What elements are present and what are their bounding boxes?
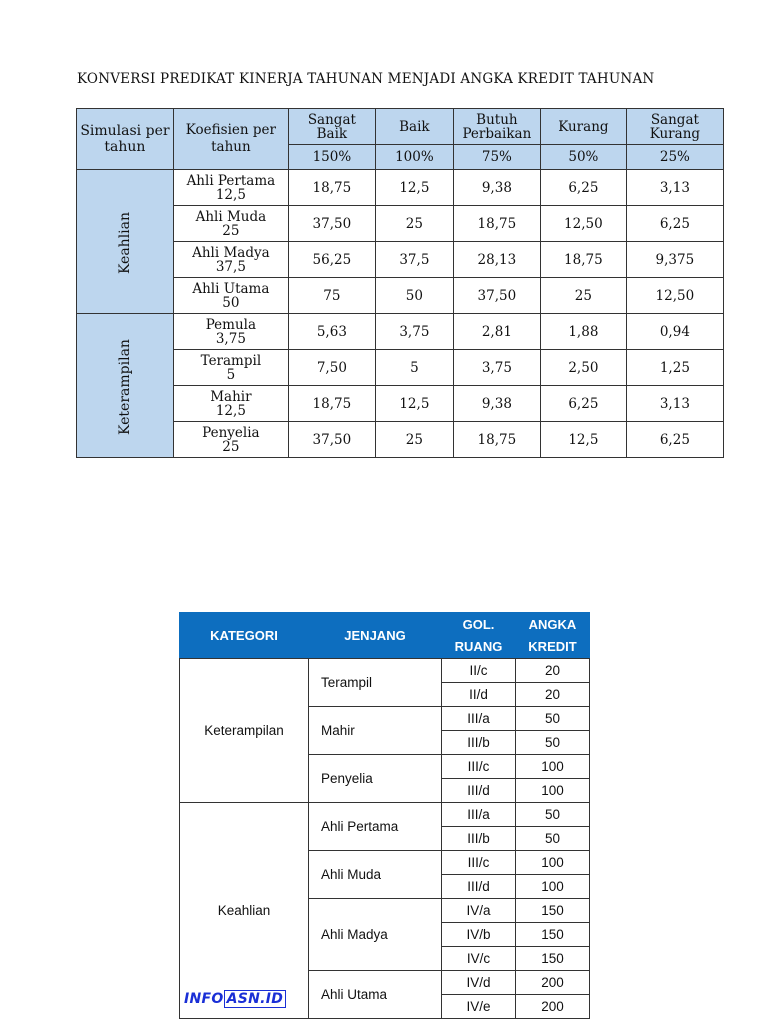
koefisien-cell <box>173 170 288 206</box>
ak-cell: 50 <box>516 731 590 755</box>
value-cell: 18,75 <box>540 242 626 278</box>
gol-cell: III/d <box>442 875 516 899</box>
value-cell: 25 <box>540 278 626 314</box>
ak-cell: 150 <box>516 899 590 923</box>
header-angka-kredit <box>516 613 590 659</box>
koefisien-value: 25 <box>222 438 240 455</box>
header-percent: 50% <box>540 145 626 170</box>
ak-cell: 50 <box>516 707 590 731</box>
header-gol-line1: GOL. <box>462 616 495 632</box>
value-cell: 18,75 <box>453 422 540 458</box>
jenjang-name: Mahir <box>210 388 252 405</box>
jenjang-name: Penyelia <box>202 424 260 441</box>
header-predikat: Kurang <box>540 109 626 145</box>
header-percent: 150% <box>288 145 375 170</box>
value-cell: 37,5 <box>375 242 453 278</box>
value-cell: 3,13 <box>626 170 723 206</box>
koefisien-value: 12,5 <box>215 402 246 419</box>
kategori-keterampilan: Keterampilan <box>180 659 309 803</box>
value-cell: 2,81 <box>453 314 540 350</box>
value-cell: 18,75 <box>453 206 540 242</box>
koefisien-value: 12,5 <box>215 186 246 203</box>
ak-cell: 200 <box>516 995 590 1019</box>
koefisien-cell <box>173 350 288 386</box>
ak-cell: 50 <box>516 827 590 851</box>
koefisien-value: 25 <box>222 222 240 239</box>
category-keahlian <box>77 170 174 314</box>
value-cell: 3,75 <box>453 350 540 386</box>
gol-cell: II/d <box>442 683 516 707</box>
value-cell: 1,25 <box>626 350 723 386</box>
header-predikat: Sangat Baik <box>288 109 375 145</box>
jenjang-cell: Ahli Madya <box>309 899 442 971</box>
kategori-keahlian: Keahlian <box>180 803 309 1019</box>
value-cell: 12,5 <box>375 170 453 206</box>
koefisien-cell <box>173 278 288 314</box>
koefisien-cell <box>173 242 288 278</box>
value-cell: 1,88 <box>540 314 626 350</box>
ak-cell: 100 <box>516 851 590 875</box>
gol-cell: IV/a <box>442 899 516 923</box>
gol-cell: III/b <box>442 827 516 851</box>
value-cell: 9,38 <box>453 170 540 206</box>
value-cell: 37,50 <box>288 422 375 458</box>
value-cell: 0,94 <box>626 314 723 350</box>
value-cell: 56,25 <box>288 242 375 278</box>
value-cell: 3,75 <box>375 314 453 350</box>
value-cell: 5,63 <box>288 314 375 350</box>
header-percent: 25% <box>626 145 723 170</box>
angka-kredit-table <box>179 612 590 1019</box>
ak-cell: 200 <box>516 971 590 995</box>
conversion-table <box>76 108 724 458</box>
value-cell: 12,50 <box>626 278 723 314</box>
jenjang-name: Pemula <box>205 316 257 333</box>
header-predikat: Sangat Kurang <box>626 109 723 145</box>
header-simulasi: Simulasi per tahun <box>77 109 174 170</box>
ak-cell: 20 <box>516 659 590 683</box>
ak-cell: 50 <box>516 803 590 827</box>
value-cell: 12,5 <box>540 422 626 458</box>
value-cell: 6,25 <box>626 422 723 458</box>
header-kategori: KATEGORI <box>180 613 309 659</box>
jenjang-name: Ahli Utama <box>192 280 270 297</box>
koefisien-cell <box>173 206 288 242</box>
koefisien-cell <box>173 314 288 350</box>
logo-text-info: INFO <box>184 991 224 1007</box>
header-koefisien: Koefisien per tahun <box>173 109 288 170</box>
jenjang-name: Terampil <box>200 352 262 369</box>
jenjang-cell: Mahir <box>309 707 442 755</box>
value-cell: 18,75 <box>288 170 375 206</box>
infoasn-logo <box>184 991 302 1008</box>
gol-cell: IV/d <box>442 971 516 995</box>
jenjang-name: Ahli Madya <box>192 244 270 261</box>
value-cell: 6,25 <box>626 206 723 242</box>
koefisien-value: 3,75 <box>215 330 246 347</box>
gol-cell: III/a <box>442 707 516 731</box>
header-gol-line2: RUANG <box>454 638 503 654</box>
table1-title: KONVERSI PREDIKAT KINERJA TAHUNAN MENJADI ANGKA KREDIT TAHUNAN <box>77 71 655 87</box>
jenjang-cell: Ahli Pertama <box>309 803 442 851</box>
ak-cell: 150 <box>516 947 590 971</box>
koefisien-value: 5 <box>226 366 236 383</box>
value-cell: 28,13 <box>453 242 540 278</box>
category-label: Keterampilan <box>116 339 133 435</box>
value-cell: 5 <box>375 350 453 386</box>
value-cell: 12,50 <box>540 206 626 242</box>
gol-cell: IV/c <box>442 947 516 971</box>
ak-cell: 100 <box>516 875 590 899</box>
header-predikat: Baik <box>375 109 453 145</box>
value-cell: 6,25 <box>540 386 626 422</box>
logo-text-asn: ASN.ID <box>224 990 287 1008</box>
value-cell: 37,50 <box>288 206 375 242</box>
header-jenjang: JENJANG <box>309 613 442 659</box>
gol-cell: III/c <box>442 755 516 779</box>
jenjang-name: Ahli Pertama <box>186 172 276 189</box>
gol-cell: III/d <box>442 779 516 803</box>
header-percent: 100% <box>375 145 453 170</box>
header-predikat: Butuh Perbaikan <box>453 109 540 145</box>
koefisien-value: 50 <box>222 294 240 311</box>
ak-cell: 150 <box>516 923 590 947</box>
gol-cell: III/c <box>442 851 516 875</box>
gol-cell: II/c <box>442 659 516 683</box>
ak-cell: 100 <box>516 779 590 803</box>
value-cell: 6,25 <box>540 170 626 206</box>
value-cell: 50 <box>375 278 453 314</box>
koefisien-cell <box>173 422 288 458</box>
value-cell: 75 <box>288 278 375 314</box>
value-cell: 12,5 <box>375 386 453 422</box>
value-cell: 2,50 <box>540 350 626 386</box>
header-gol-ruang <box>442 613 516 659</box>
value-cell: 3,13 <box>626 386 723 422</box>
value-cell: 9,375 <box>626 242 723 278</box>
gol-cell: III/a <box>442 803 516 827</box>
ak-cell: 100 <box>516 755 590 779</box>
value-cell: 37,50 <box>453 278 540 314</box>
value-cell: 25 <box>375 422 453 458</box>
gol-cell: III/b <box>442 731 516 755</box>
value-cell: 25 <box>375 206 453 242</box>
jenjang-cell: Penyelia <box>309 755 442 803</box>
header-ak-line1: ANGKA <box>528 616 577 632</box>
category-keterampilan <box>77 314 174 458</box>
category-label: Keahlian <box>116 211 133 275</box>
value-cell: 18,75 <box>288 386 375 422</box>
value-cell: 9,38 <box>453 386 540 422</box>
jenjang-cell: Ahli Muda <box>309 851 442 899</box>
jenjang-cell: Terampil <box>309 659 442 707</box>
koefisien-value: 37,5 <box>215 258 246 275</box>
gol-cell: IV/e <box>442 995 516 1019</box>
header-ak-line2: KREDIT <box>528 638 577 654</box>
gol-cell: IV/b <box>442 923 516 947</box>
value-cell: 7,50 <box>288 350 375 386</box>
jenjang-cell: Ahli Utama <box>309 971 442 1019</box>
ak-cell: 20 <box>516 683 590 707</box>
jenjang-name: Ahli Muda <box>195 208 267 225</box>
header-percent: 75% <box>453 145 540 170</box>
koefisien-cell <box>173 386 288 422</box>
